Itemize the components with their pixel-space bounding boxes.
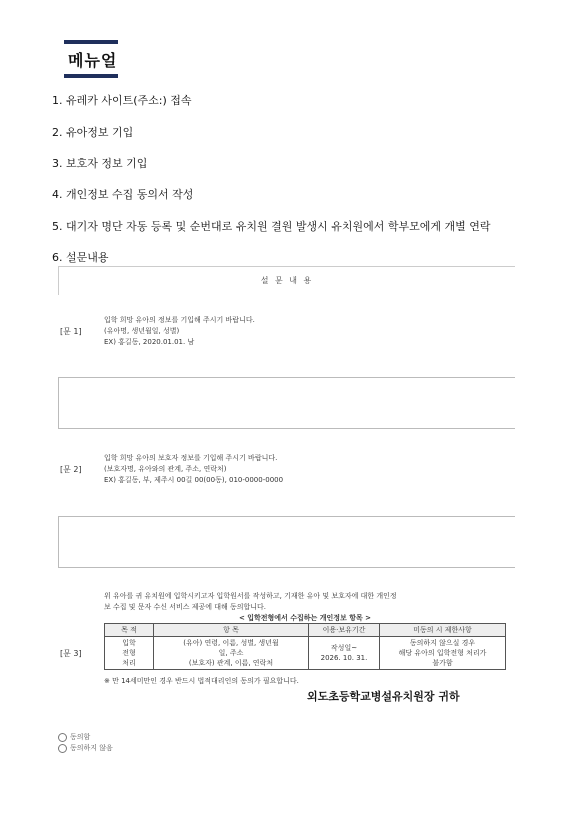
cell-line: (보호자) 관계, 이름, 연락처 xyxy=(188,659,274,667)
title-top-rule xyxy=(64,40,118,44)
signature: 외도초등학교병설유치원장 귀하 xyxy=(307,690,460,703)
cell-line: 2026. 10. 31. xyxy=(320,654,368,662)
table-cell xyxy=(105,637,154,670)
survey-header xyxy=(58,266,515,295)
table-header: 항 목 xyxy=(154,624,309,637)
step-item: 4. 개인정보 수집 동의서 작성 xyxy=(52,188,194,201)
cell-line: 작성일~ xyxy=(330,644,358,652)
step-item: 2. 유아정보 기입 xyxy=(52,126,134,139)
option-agree[interactable] xyxy=(58,732,90,742)
question-line: 입학 희망 유아의 정보를 기입해 주시기 바랍니다. xyxy=(104,316,255,324)
step-item: 1. 유레카 사이트(주소:) 접속 xyxy=(52,94,192,107)
question-text xyxy=(104,453,283,486)
option-label: 동의하지 않음 xyxy=(70,744,113,752)
table-cell xyxy=(309,637,380,670)
option-disagree[interactable] xyxy=(58,743,113,753)
question-line: (유아명, 생년월일, 성별) xyxy=(104,327,180,335)
title-bottom-rule xyxy=(64,74,118,78)
option-label: 동의함 xyxy=(70,733,91,741)
answer-box-2[interactable] xyxy=(58,516,515,568)
consent-table-title: < 입학전형에서 수집하는 개인정보 항목 > xyxy=(238,614,372,622)
cell-line: 해당 유아의 입학전형 처리가 xyxy=(398,649,487,657)
radio-icon[interactable] xyxy=(58,733,67,742)
step-item: 6. 설문내용 xyxy=(52,251,109,264)
table-cell xyxy=(154,637,309,670)
consent-intro-line: 보 수집 및 문자 수신 서비스 제공에 대해 동의합니다. xyxy=(104,603,267,611)
table-header: 이용·보유기간 xyxy=(309,624,380,637)
question-line: EX) 홍길동, 부, 제주시 00길 00(00동), 010-0000-0000 xyxy=(104,476,284,484)
step-item: 3. 보호자 정보 기입 xyxy=(52,157,148,170)
table-header: 미동의 시 제한사항 xyxy=(380,624,506,637)
question-line: (보호자명, 유아와의 관계, 주소, 연락처) xyxy=(104,465,227,473)
step-item: 5. 대기자 명단 자동 등록 및 순번대로 유치원 결원 발생시 유치원에서 학부모에게 개별 연락 xyxy=(52,220,491,233)
question-label: [문 3] xyxy=(60,649,82,658)
cell-line: 동의하지 않으실 경우 xyxy=(409,639,476,647)
radio-icon[interactable] xyxy=(58,744,67,753)
question-label: [문 2] xyxy=(60,465,82,474)
survey-header-text: 설 문 내 용 xyxy=(260,276,314,285)
question-line: 입학 희망 유아의 보호자 정보를 기입해 주시기 바랍니다. xyxy=(104,454,278,462)
manual-title-text: 메뉴얼 xyxy=(68,51,118,70)
answer-box-1[interactable] xyxy=(58,377,515,429)
consent-intro xyxy=(104,591,397,613)
cell-line: 처리 xyxy=(122,659,136,667)
cell-line: 일, 주소 xyxy=(218,649,244,657)
question-line: EX) 홍길동, 2020.01.01. 남 xyxy=(104,338,195,346)
cell-line: 불가함 xyxy=(432,659,453,667)
consent-intro-line: 위 유아를 귀 유치원에 입학시키고자 입학원서를 작성하고, 기재한 유아 및 보호자에 대한 개인정 xyxy=(104,592,397,600)
manual-title xyxy=(64,40,118,78)
cell-line: (유아) 연령, 이름, 성별, 생년월 xyxy=(183,639,279,647)
consent-note: ※ 만 14세미만인 경우 반드시 법적대리인의 동의가 필요합니다. xyxy=(104,677,299,685)
question-label: [문 1] xyxy=(60,327,82,336)
table-header: 목 적 xyxy=(105,624,154,637)
consent-table xyxy=(104,623,506,670)
cell-line: 입학 xyxy=(122,639,136,647)
question-text xyxy=(104,315,255,348)
survey-form xyxy=(58,266,514,718)
cell-line: 전형 xyxy=(122,649,136,657)
table-cell xyxy=(380,637,506,670)
